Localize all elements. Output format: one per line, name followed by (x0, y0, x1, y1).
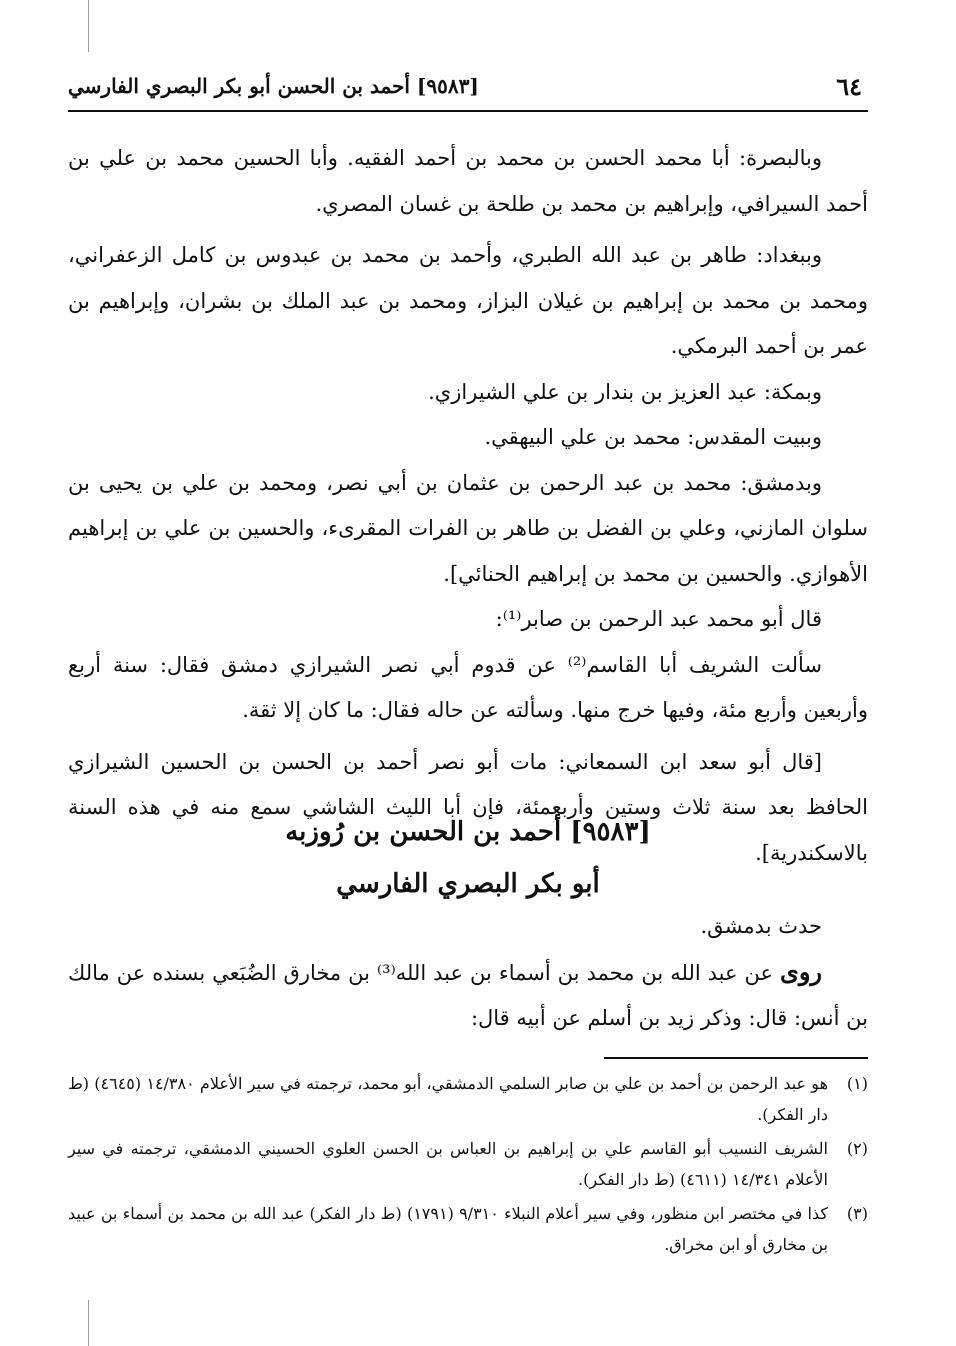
footnote-text: هو عبد الرحمن بن أحمد بن علي بن صابر السلمي الدمشقي، أبو محمد، ترجمته في سير الأعلام ١٤/٣٨٠ (٤٦٤٥) (ط دار الفكر). (68, 1074, 829, 1124)
paragraph-samani: [قال أبو سعد ابن السمعاني: مات أبو نصر أحمد بن الحسن بن الحسين الشيرازي الحافظ بعد سنة ثلاث وستين وأربعمئة، فإن أبا الليث الشاشي سمع منه في هذه السنة بالاسكندرية]. (68, 749, 868, 865)
entry-text (68, 904, 868, 1041)
paragraph-damascus: وبدمشق: محمد بن عبد الرحمن بن عثمان بن أبي نصر، ومحمد بن علي بن يحيى بن سلوان المازني، وعلي بن الفضل بن طاهر بن الفرات المقرىء، والحسين بن علي بن إبراهيم الأهوازي. والحسين بن محمد بن إبراهيم الحنائي]. (68, 470, 868, 586)
lead-word: روى (780, 957, 822, 986)
footnotes (68, 1068, 868, 1263)
entry-heading-name: [٩٥٨٣] أحمد بن الحسن بن رُوزبه (285, 817, 651, 847)
footnote-number: (٢) (846, 1139, 868, 1158)
running-title: [٩٥٨٣] أحمد بن الحسن أبو بكر البصري الفارسي (68, 74, 479, 98)
scan-edge-mark (88, 0, 89, 52)
paragraph-question: سألت الشريف أبا القاسم⁽²⁾ عن قدوم أبي نصر الشيرازي دمشق فقال: سنة أربع وأربعين وأربع مئة، وفيها خرج منها. وسألته عن حاله فقال: ما كان إلا ثقة. (68, 652, 868, 722)
footnote-text: كذا في مختصر ابن منظور، وفي سير أعلام النبلاء ٩/٣١٠ (١٧٩١) (ط دار الفكر) عبد الله بن محمد بن أسماء بن عبيد بن مخارق أو ابن مخراق. (68, 1204, 829, 1254)
footnote-number: (١) (846, 1074, 868, 1093)
footnote (68, 1198, 868, 1260)
footnote-number: (٣) (846, 1204, 868, 1223)
entry-narration: عن عبد الله بن محمد بن أسماء بن عبد الله⁽³⁾ بن مخارق الضُبَعي بسنده عن مالك بن أنس: قال: وذكر زيد بن أسلم عن أبيه قال: (68, 961, 868, 1030)
footnote (68, 1068, 868, 1130)
scan-edge-mark (88, 1300, 89, 1346)
page-header (68, 62, 868, 112)
footnote-text: الشريف النسيب أبو القاسم علي بن إبراهيم بن العباس بن الحسن العلوي الحسيني الدمشقي، ترجمته في سير الأعلام ١٤/٣٤١ (٤٦١١) (ط دار الفكر). (68, 1139, 828, 1189)
entry-narration-paragraph (68, 949, 868, 1041)
paragraph-baghdad: وببغداد: طاهر بن عبد الله الطبري، وأحمد بن محمد بن عبدوس بن كامل الزعفراني، ومحمد بن محمد بن إبراهيم بن غيلان البزاز، ومحمد بن عبد الملك بن بشران، وإبراهيم بن عمر بن أحمد البرمكي. (68, 243, 868, 358)
entry-intro: حدث بدمشق. (700, 914, 822, 938)
paragraph-basra: وبالبصرة: أبا محمد الحسن بن محمد بن أحمد الفقيه. وأبا الحسين محمد بن علي بن أحمد السيرافي، وإبراهيم بن محمد بن طلحة بن غسان المصري. (68, 146, 868, 216)
footnote (68, 1133, 868, 1195)
page-number: ٦٤ (836, 72, 862, 101)
footnote-separator (604, 1057, 868, 1059)
paragraph-jerusalem: وببيت المقدس: محمد بن علي البيهقي. (484, 425, 822, 449)
main-text (68, 136, 868, 876)
paragraph-narrator: قال أبو محمد عبد الرحمن بن صابر⁽¹⁾: (495, 607, 822, 631)
paragraph-makkah: وبمكة: عبد العزيز بن بندار بن علي الشيرازي. (428, 379, 822, 404)
entry-heading-kunya: أبو بكر البصري الفارسي (336, 869, 600, 899)
entry-heading (68, 806, 868, 910)
